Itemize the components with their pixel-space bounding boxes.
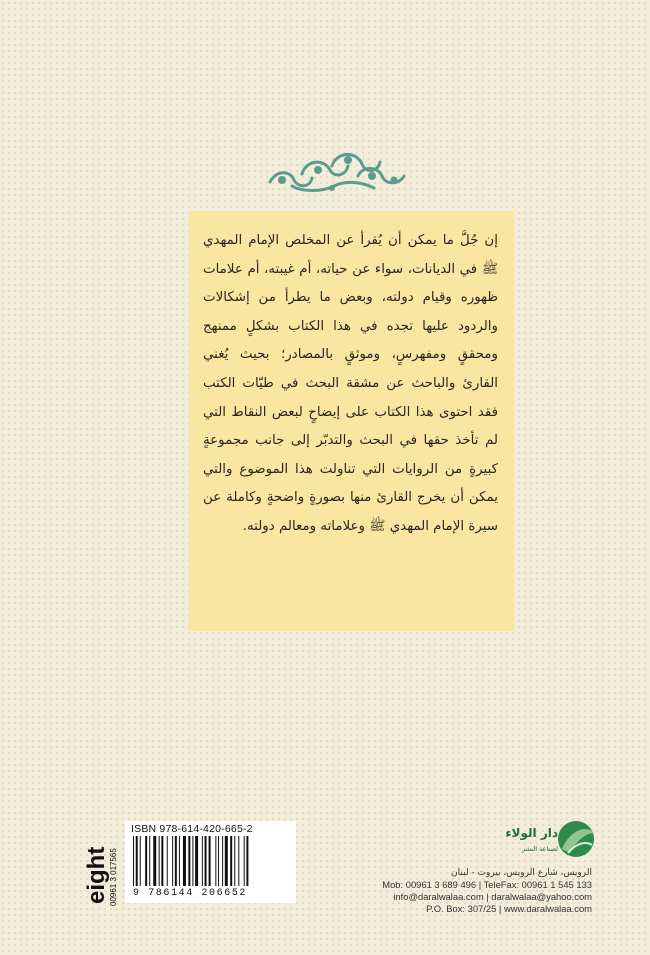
blurb-box (189, 211, 514, 631)
publisher-name: دار الولاء (505, 826, 558, 840)
publisher-tagline: لصناعة النشر (521, 845, 558, 853)
barcode-box (125, 821, 296, 903)
eight-logo-word: eight (83, 846, 110, 904)
blurb-text: إن جُلَّ ما يمكن أن يُقرأ عن المخلص الإمام المهدي ﷺ في الديانات، سواء عن حياته، أم غيبته، أم علامات ظهوره وقيام دولته، وبعض ما يطرأ من إشكالات والردود عليها تجده في هذا الكتاب بشكلٍ ممنهج ومحققٍ ومفهرسٍ، وموثقٍ بالمصادر؛ بحيث يُغني القارئ والباحث عن مشقة البحث في طيّات الكتب فقد احتوى هذا الكتاب على إيضاحٍ لبعض النقاط التي لم تأخذ حقها في البحث والتدبّر إلى جانب مجموعةٍ كبيرةٍ من الروايات التي تناولت هذا الموضوع والتي يمكن أن يخرج القارئ منها بصورةٍ واضحةٍ وكاملة عن سيرة الإمام المهدي ﷺ وعلاماته ومعالم دولته. (203, 233, 498, 534)
publisher-emails: info@daralwalaa.com | daralwalaa@yahoo.com (393, 891, 592, 902)
isbn-text: ISBN 978-614-420-665-2 (131, 823, 253, 835)
publisher-web: P.O. Box: 307/25 | www.daralwalaa.com (426, 903, 592, 914)
eight-logo (70, 832, 120, 907)
barcode-bars (133, 836, 291, 886)
publisher-phones: Mob: 00961 3 689 496 | TeleFax: 00961 1 545 133 (382, 879, 592, 890)
barcode-digits: 9 786144 206652 (133, 888, 248, 899)
publisher-contact (382, 867, 592, 915)
publisher-address: الرويس، شارع الرويس، بيروت - لبنان (451, 868, 592, 878)
cloud-ornament-icon (262, 146, 412, 198)
vertical-logo-code: 00961 3 017565 (109, 848, 118, 906)
